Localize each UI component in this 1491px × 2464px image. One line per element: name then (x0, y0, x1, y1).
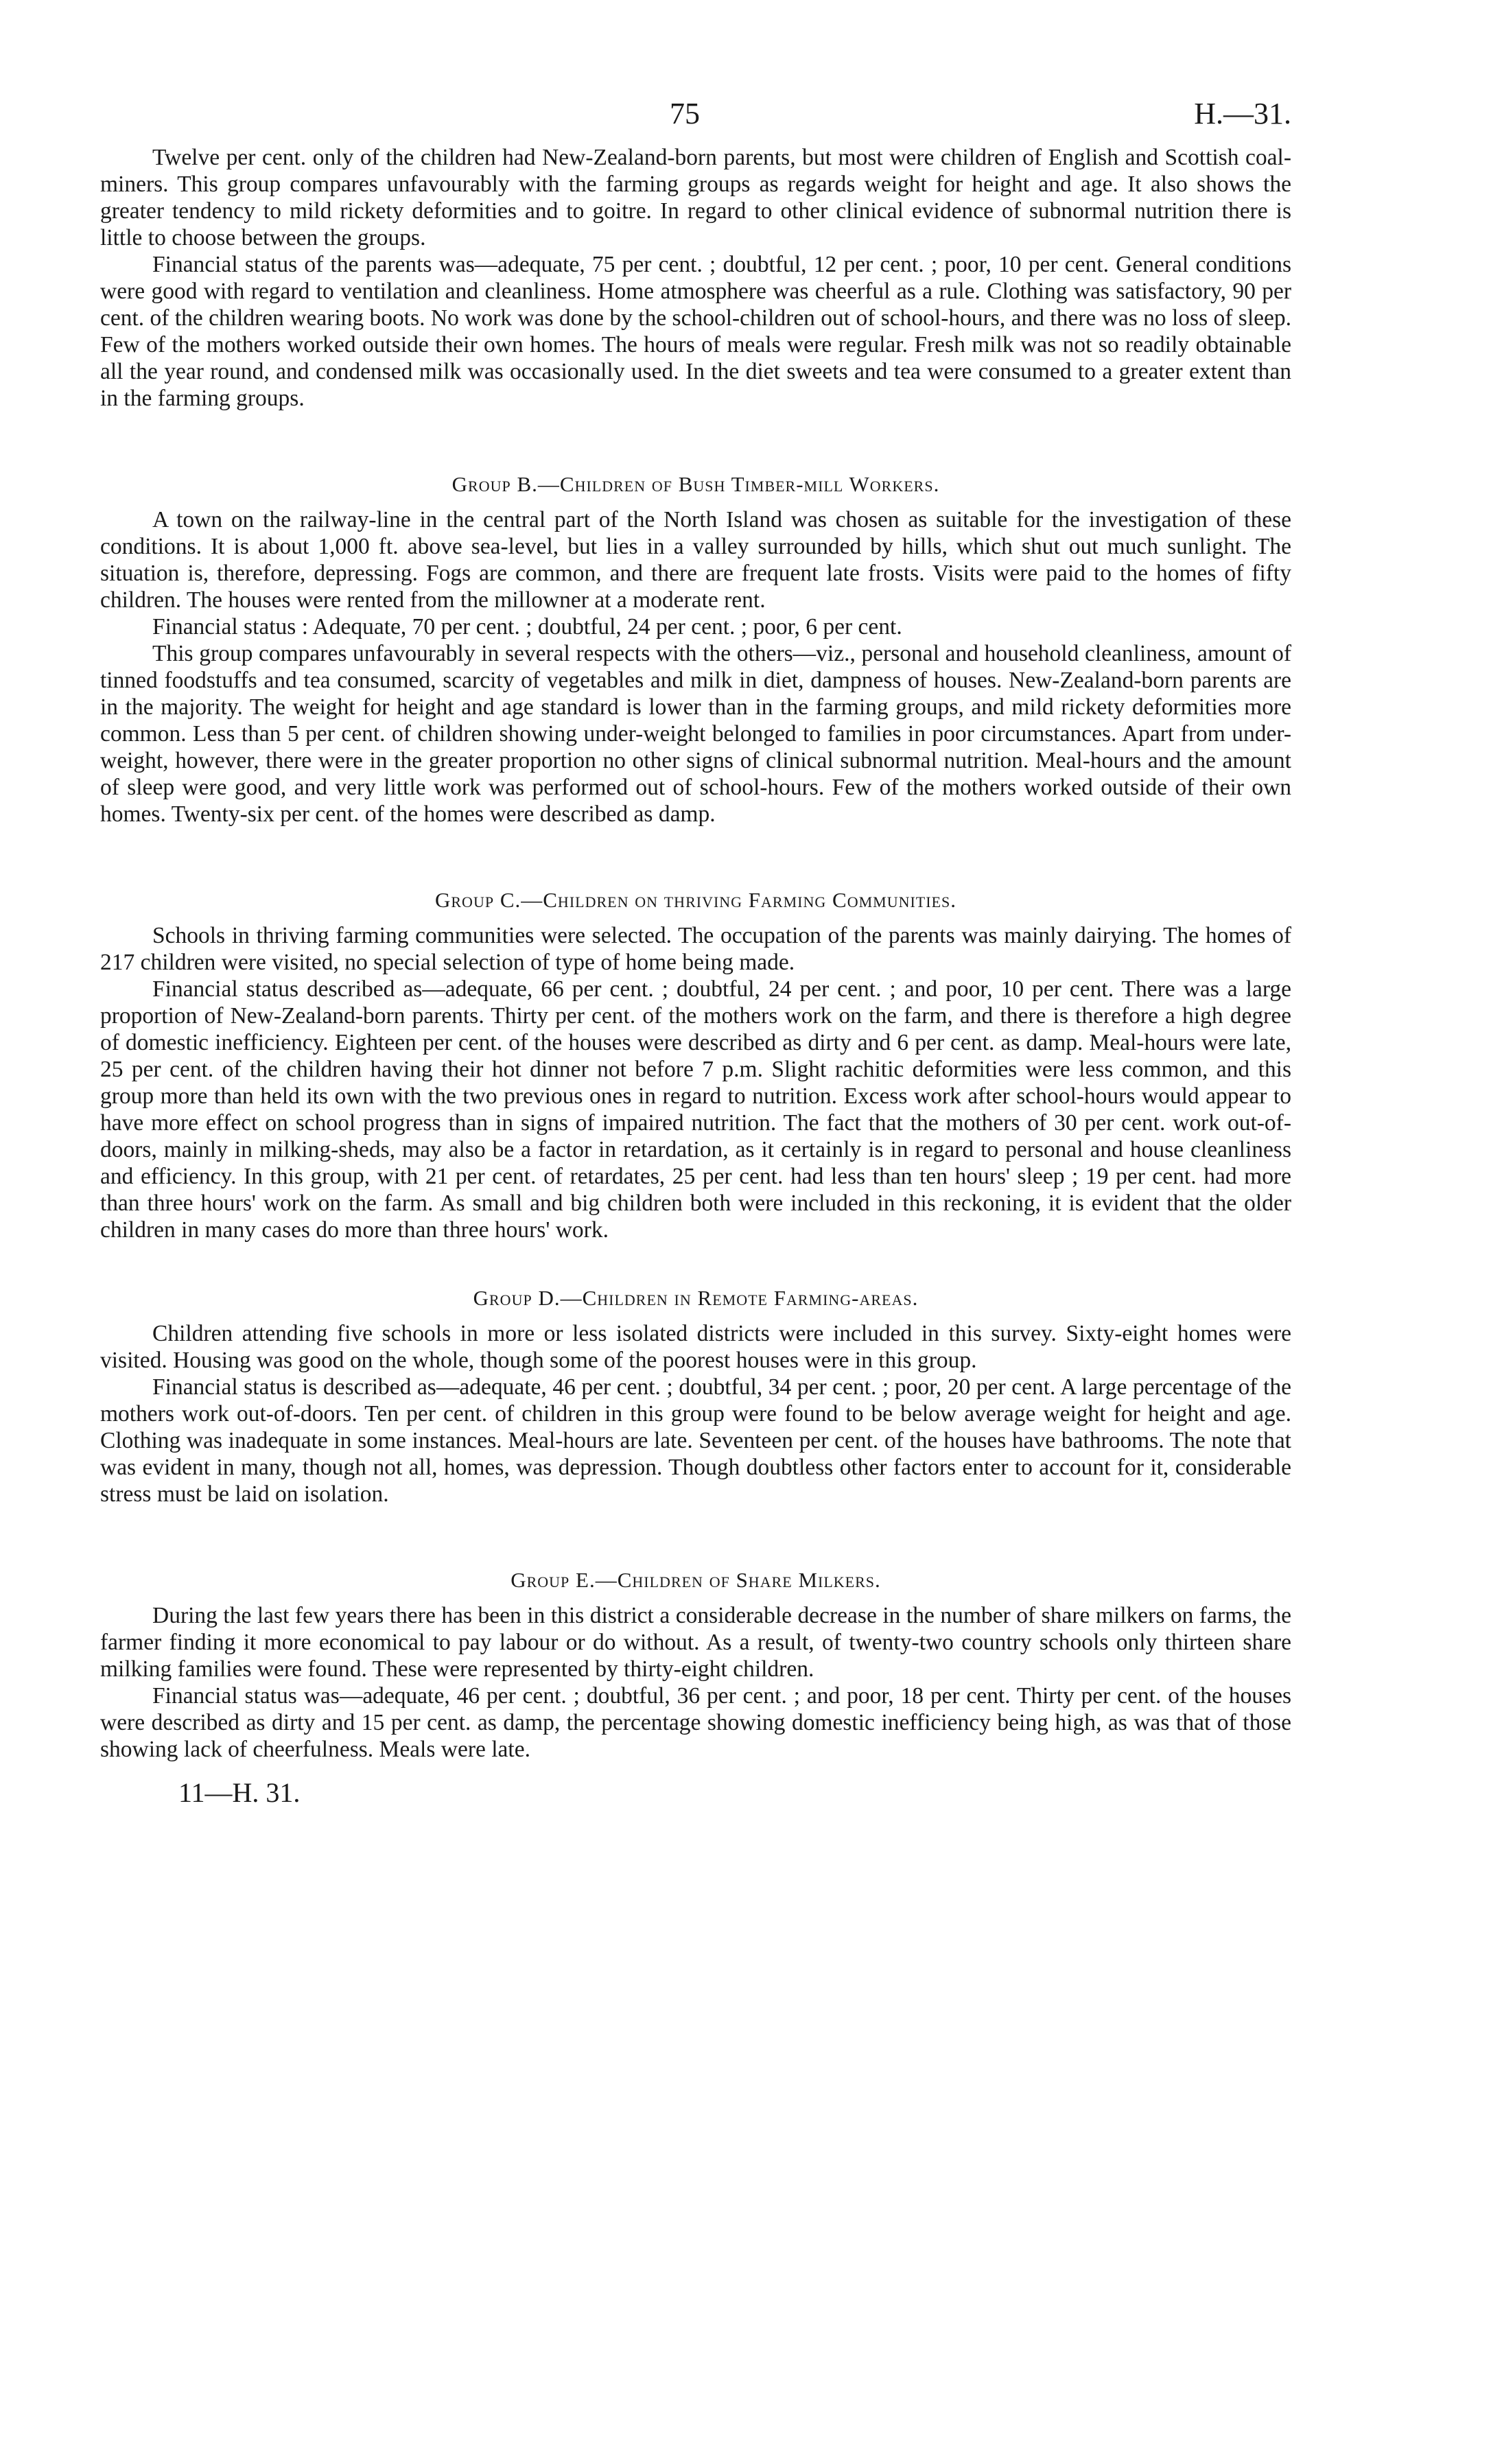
intro-section (100, 144, 1291, 412)
paragraph: This group compares unfavourably in several respects with the others—viz., personal and household cleanliness, amount of tinned foodstuffs and tea consumed, scarcity of vegetables and milk in diet, dampness of houses. New-Zealand-born parents are in the majority. The weight for height and age standard is lower than in the farming groups, and mild rickety deformities more common. Less than 5 per cent. of children showing under-weight belonged to families in poor circumstances. Apart from under-weight, however, there were in the greater proportion no other signs of clinical subnormal nutrition. Meal-hours and the amount of sleep were good, and very little work was performed out of school-hours. Few of the mothers worked outside of their own homes. Twenty-six per cent. of the homes were described as damp. (100, 641, 1291, 827)
paragraph: Financial status described as—adequate, 66 per cent. ; doubtful, 24 per cent. ; and poor, 10 per cent. There was a large proportion of New-Zealand-born parents. Thirty per cent. of the mothers work on the farm, and there is therefore a high degree of domestic inefficiency. Eighteen per cent. of the houses were described as dirty and 6 per cent. as damp. Meal-hours were late, 25 per cent. of the children having their hot dinner not before 7 p.m. Slight rachitic deformities were less common, and this group more than held its own with the two previous ones in regard to nutrition. Excess work after school-hours would appear to have more effect on school progress than in signs of impaired nutrition. The fact that the mothers of 30 per cent. work out-of-doors, mainly in milking-sheds, may also be a factor in retardation, as it certainly is in regard to personal and house cleanliness and efficiency. In this group, with 21 per cent. of retardates, 25 per cent. had less than ten hours' sleep ; 19 per cent. had more than three hours' work on the farm. As small and big children both were included in this reckoning, it is evident that the older children in many cases do more than three hours' work. (100, 976, 1291, 1243)
section-heading: Group D.—Children in Remote Farming-areas. (473, 1286, 919, 1310)
section-heading: Group E.—Children of Share Milkers. (510, 1568, 881, 1592)
paragraph: Financial status was—adequate, 46 per cent. ; doubtful, 36 per cent. ; and poor, 18 per cent. Thirty per cent. of the houses were described as dirty and 15 per cent. as damp, the percentage showing domestic inefficiency being high, as was that of those showing lack of cheerfulness. Meals were late. (100, 1683, 1291, 1762)
page-number: 75 (670, 97, 700, 130)
paragraph: During the last few years there has been in this district a considerable decrease in the number of share milkers on farms, the farmer finding it more economical to pay labour or do without. As a result, of twenty-two country schools only thirteen share milking families were found. These were represented by thirty-eight children. (100, 1603, 1291, 1682)
paragraph: Twelve per cent. only of the children had New-Zealand-born parents, but most were children of English and Scottish coal-miners. This group compares unfavourably with the farming groups as regards weight for height and age. It also shows the greater tendency to mild rickety deformities and to goitre. In regard to other clinical evidence of subnormal nutrition there is little to choose between the groups. (100, 145, 1291, 250)
section-heading: Group B.—Children of Bush Timber-mill Workers. (451, 472, 940, 496)
signature-reference: 11—H. 31. (178, 1777, 301, 1808)
page-header (100, 96, 1291, 144)
document-page (100, 96, 1291, 1808)
group-e-section (100, 1567, 1291, 1763)
paragraph: Financial status : Adequate, 70 per cent. ; doubtful, 24 per cent. ; poor, 6 per cent. (152, 614, 902, 640)
paragraph: A town on the railway-line in the central part of the North Island was chosen as suitable for the investigation of these conditions. It is about 1,000 ft. above sea-level, but lies in a valley surrounded by hills, which shut out much sunlight. The situation is, therefore, depressing. Fogs are common, and there are frequent late frosts. Visits were paid to the homes of fifty children. The houses were rented from the millowner at a moderate rent. (100, 507, 1291, 613)
paragraph: Children attending five schools in more or less isolated districts were included in this survey. Sixty-eight homes were visited. Housing was good on the whole, though some of the poorest houses were in this group. (100, 1321, 1291, 1373)
paragraph: Schools in thriving farming communities were selected. The occupation of the parents was mainly dairying. The homes of 217 children were visited, no special selection of type of home being made. (100, 923, 1291, 975)
document-reference: H.—31. (1194, 97, 1291, 130)
section-heading: Group C.—Children on thriving Farming Communities. (435, 888, 956, 912)
group-d-section (100, 1284, 1291, 1507)
paragraph: Financial status is described as—adequate, 46 per cent. ; doubtful, 34 per cent. ; poor, 20 per cent. A large percentage of the mothers work out-of-doors. Ten per cent. of children in this group were found to be below average weight for height and age. Clothing was inadequate in some instances. Meal-hours are late. Seventeen per cent. of the houses have bathrooms. The note that was evident in many, though not all, homes, was depression. Though doubtless other factors enter to account for it, considerable stress must be laid on isolation. (100, 1374, 1291, 1507)
group-c-section (100, 887, 1291, 1243)
group-b-section (100, 471, 1291, 828)
paragraph: Financial status of the parents was—adequate, 75 per cent. ; doubtful, 12 per cent. ; poor, 10 per cent. General conditions were good with regard to ventilation and cleanliness. Home atmosphere was cheerful as a rule. Clothing was satisfactory, 90 per cent. of the children wearing boots. No work was done by the school-children out of school-hours, and there was no loss of sleep. Few of the mothers worked outside their own homes. The hours of meals were regular. Fresh milk was not so readily obtainable all the year round, and condensed milk was occasionally used. In the diet sweets and tea were consumed to a greater extent than in the farming groups. (100, 252, 1291, 411)
